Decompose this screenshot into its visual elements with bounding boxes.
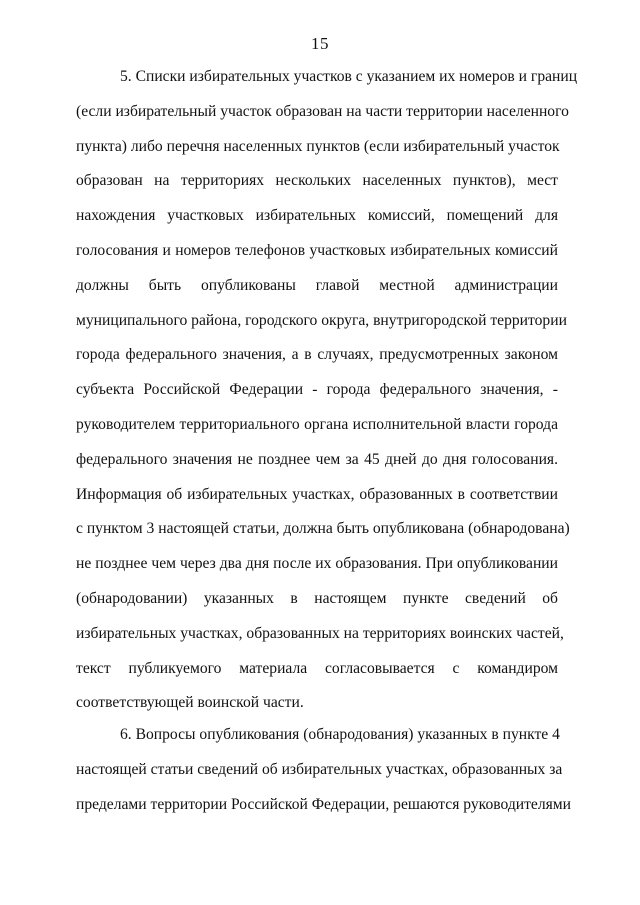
text-line: с пунктом 3 настоящей статьи, должна быть опубликована (обнародована) (76, 520, 570, 538)
text-line: города федерального значения, а в случаях, предусмотренных законом (76, 346, 558, 364)
text-line: субъекта Российской Федерации - города федерального значения, - (76, 381, 558, 399)
text-line: муниципального района, городского округа, внутригородской территории (76, 311, 567, 329)
text-line: нахождения участковых избирательных комиссий, помещений для (76, 207, 558, 225)
paragraph-6 (76, 718, 572, 822)
text-line: текст публикуемого материала согласовывается с командиром (76, 659, 558, 677)
text-line: 5. Списки избирательных участков с указанием их номеров и границ (120, 68, 578, 85)
text-line: Информация об избирательных участках, образованных в соответствии (76, 485, 558, 503)
text-line: должны быть опубликованы главой местной администрации (76, 276, 558, 294)
text-line: образован на территориях нескольких населенных пунктов), мест (76, 172, 558, 190)
paragraph-5 (76, 60, 578, 721)
text-line: избирательных участках, образованных на территориях воинских частей, (76, 624, 564, 642)
text-line: соответствующей воинской части. (76, 694, 304, 712)
page-number: 15 (311, 34, 329, 53)
text-line: голосования и номеров телефонов участковых избирательных комиссий (76, 241, 558, 259)
text-line: 6. Вопросы опубликования (обнародования) указанных в пункте 4 (120, 726, 560, 743)
text-line: пункта) либо перечня населенных пунктов (если избирательный участок (76, 137, 560, 155)
text-line: руководителем территориального органа исполнительной власти города (76, 415, 558, 433)
text-line: (если избирательный участок образован на части территории населенного (76, 102, 569, 120)
text-line: федерального значения не позднее чем за 45 дней до дня голосования. (76, 450, 558, 468)
text-line: не позднее чем через два дня после их образования. При опубликовании (76, 555, 558, 573)
text-line: настоящей статьи сведений об избирательных участках, образованных за (76, 760, 563, 778)
text-line: пределами территории Российской Федерации, решаются руководителями (76, 795, 572, 813)
text-line: (обнародовании) указанных в настоящем пункте сведений об (76, 589, 558, 607)
